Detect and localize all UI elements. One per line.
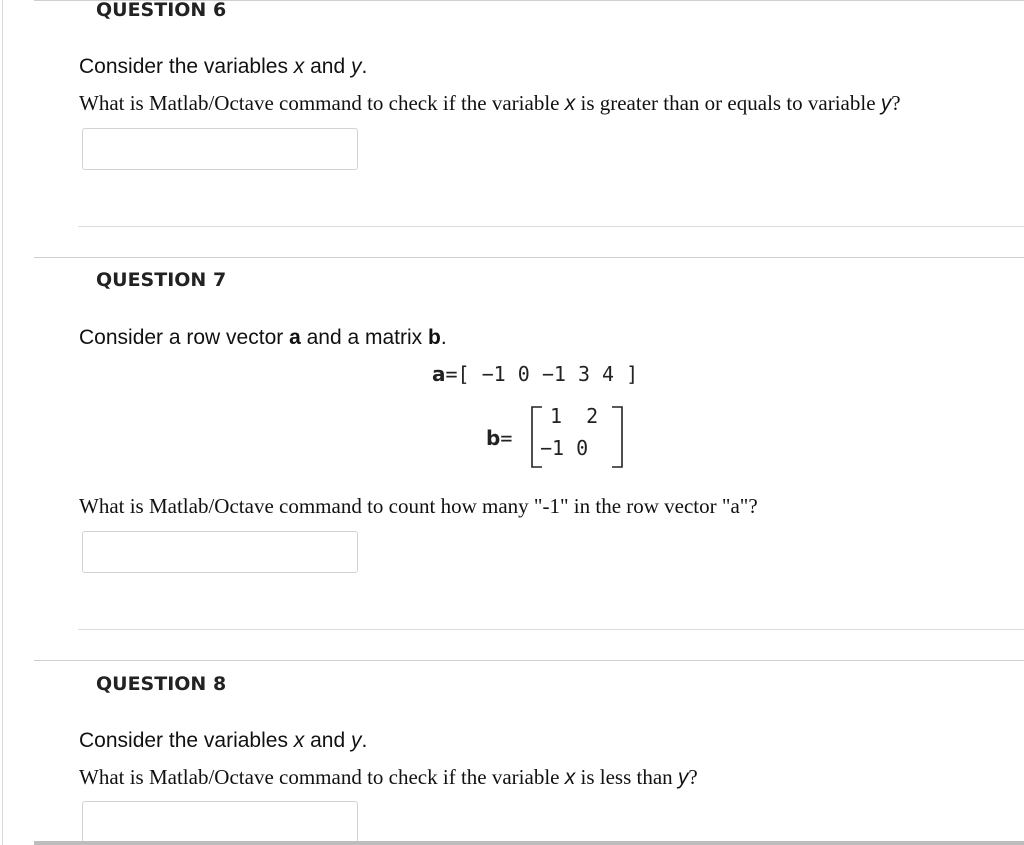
right-bracket — [612, 407, 622, 467]
intro-text: . — [361, 55, 368, 78]
question-7-title: QUESTION 7 — [96, 269, 227, 291]
question-8-answer-input[interactable] — [82, 801, 358, 843]
question-6-prompt — [79, 91, 901, 116]
variable-y: y — [880, 92, 892, 115]
equals-sign: = — [500, 426, 513, 450]
matrix-b-row-1: 1 2 — [550, 404, 599, 428]
question-7-answer-input[interactable] — [82, 531, 358, 573]
left-border — [2, 0, 3, 845]
intro-text: and — [304, 55, 351, 78]
question-6-answer-input[interactable] — [82, 128, 358, 170]
vector-values: [ −1 0 −1 3 4 ] — [457, 362, 639, 386]
equals-sign: = — [445, 362, 458, 386]
question-7-top-divider — [34, 257, 1024, 258]
question-8-intro — [79, 729, 367, 753]
intro-text: . — [440, 326, 447, 349]
variable-x: x — [564, 92, 576, 115]
matrix-b-name: b — [428, 326, 441, 349]
variable-x: x — [293, 729, 305, 752]
intro-text: Consider the variables — [79, 55, 294, 78]
prompt-text: What is Matlab/Octave command to check if the variable — [79, 765, 565, 789]
variable-y: y — [677, 766, 689, 789]
matrix-b-label — [486, 426, 512, 450]
question-6-divider — [78, 226, 1024, 227]
variable-x: x — [564, 766, 576, 789]
question-8-title: QUESTION 8 — [96, 673, 227, 695]
question-8-prompt — [79, 765, 698, 790]
prompt-text: is less than — [575, 765, 678, 789]
variable-y: y — [351, 729, 362, 752]
intro-text: and a matrix — [300, 326, 429, 349]
variable-x: x — [293, 55, 305, 78]
question-7-intro — [79, 326, 447, 350]
bottom-edge — [34, 841, 1024, 845]
prompt-text: What is Matlab/Octave command to check if the variable — [79, 91, 565, 115]
prompt-text: is greater than or equals to variable — [575, 91, 881, 115]
intro-text: and — [304, 729, 351, 752]
matrix-b-row-2: −1 0 — [540, 436, 589, 460]
question-6-intro — [79, 55, 367, 79]
prompt-text: ? — [891, 91, 901, 115]
variable-y: y — [351, 55, 362, 78]
question-7-prompt: What is Matlab/Octave command to count how many "-1" in the row vector "a"? — [79, 494, 758, 518]
prompt-text: ? — [688, 765, 698, 789]
intro-text: Consider the variables — [79, 729, 294, 752]
vector-name: a — [432, 362, 446, 386]
matrix-name: b — [486, 426, 501, 450]
intro-text: . — [361, 729, 368, 752]
vector-a-equation — [432, 362, 638, 386]
question-7-divider — [78, 629, 1024, 630]
question-6-title: QUESTION 6 — [96, 0, 227, 21]
vector-a-name: a — [289, 326, 301, 349]
intro-text: Consider a row vector — [79, 326, 290, 349]
question-8-top-divider — [34, 660, 1024, 661]
